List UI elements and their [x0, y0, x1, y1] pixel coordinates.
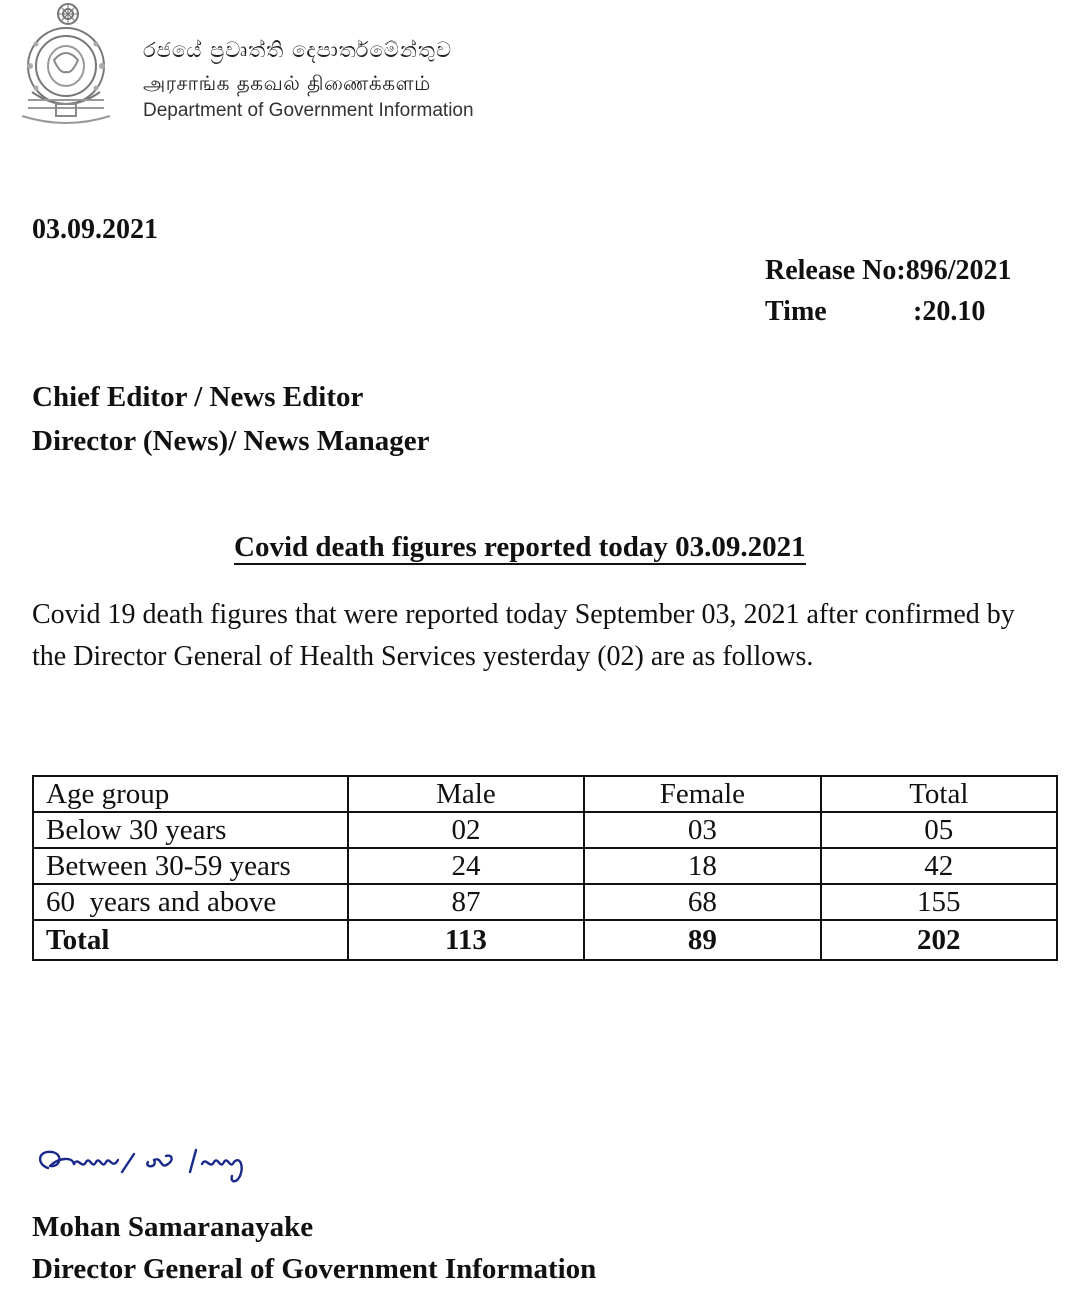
release-date: 03.09.2021: [32, 214, 158, 245]
age-group-cell: Between 30-59 years: [33, 848, 348, 884]
column-header: Female: [584, 776, 820, 812]
release-number: Release No:896/2021: [765, 255, 1012, 286]
age-group-cell: 60 years and above: [33, 884, 348, 920]
signatory-name: Mohan Samaranayake: [32, 1211, 314, 1243]
total-cell: 05: [821, 812, 1057, 848]
male-total-cell: 113: [348, 920, 584, 960]
female-cell: 18: [584, 848, 820, 884]
female-cell: 03: [584, 812, 820, 848]
time-value: :20.10: [913, 296, 986, 327]
column-header: Male: [348, 776, 584, 812]
column-header: Age group: [33, 776, 348, 812]
table-row: [33, 884, 1057, 920]
header-sinhala: රජයේ ප්‍රවෘත්ති දෙපාර්තමේන්තුව: [143, 38, 453, 62]
table-header-row: [33, 776, 1057, 812]
female-cell: 68: [584, 884, 820, 920]
table-total-row: [33, 920, 1057, 960]
time-label: Time: [765, 296, 827, 327]
total-cell: 155: [821, 884, 1057, 920]
female-total-cell: 89: [584, 920, 820, 960]
signatory-title: Director General of Government Information: [32, 1253, 597, 1285]
death-figures-table: [32, 775, 1058, 961]
table-row: [33, 812, 1057, 848]
age-group-cell: Below 30 years: [33, 812, 348, 848]
emblem-icon: [18, 0, 118, 128]
male-cell: 02: [348, 812, 584, 848]
total-cell: 42: [821, 848, 1057, 884]
grand-total-cell: 202: [821, 920, 1057, 960]
column-header: Total: [821, 776, 1057, 812]
male-cell: 87: [348, 884, 584, 920]
page-title: Covid death figures reported today 03.09.2021: [234, 531, 806, 563]
table-row: [33, 848, 1057, 884]
header-english: Department of Government Information: [143, 100, 474, 121]
body-paragraph: Covid 19 death figures that were reported today September 03, 2021 after confirmed by the Director General of Health Services yesterday (02) are as follows.: [32, 599, 1015, 672]
header-tamil: அரசாங்க தகவல் திணைக்களம்: [143, 71, 431, 95]
total-label-cell: Total: [33, 920, 348, 960]
recipient-line: Chief Editor / News Editor: [32, 381, 364, 413]
male-cell: 24: [348, 848, 584, 884]
recipient-line: Director (News)/ News Manager: [32, 425, 430, 457]
signature-icon: [34, 1142, 334, 1202]
